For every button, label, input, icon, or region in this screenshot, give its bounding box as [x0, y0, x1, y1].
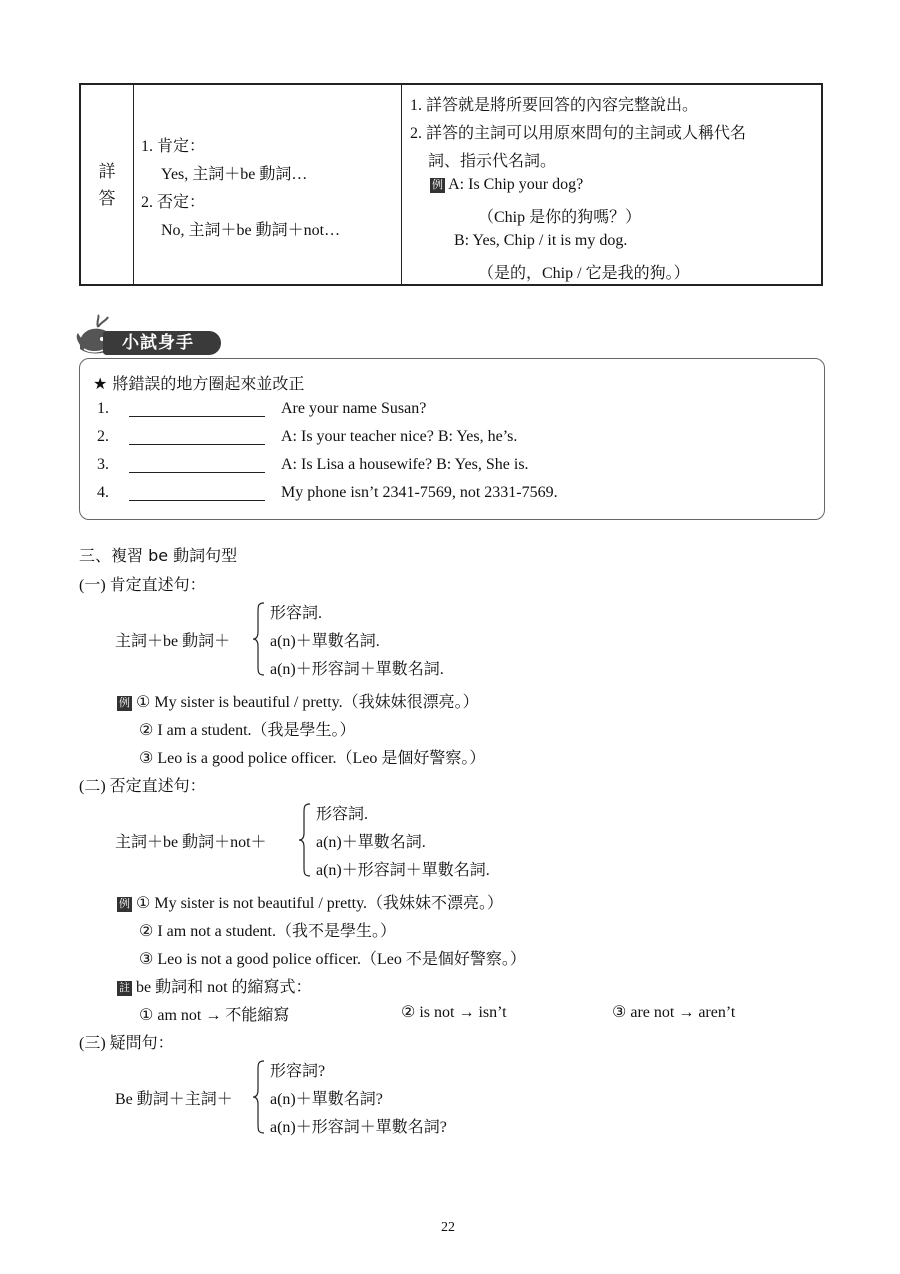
- example-line: [117, 890, 503, 913]
- option-line: 形容詞?: [270, 1063, 326, 1080]
- right-line-2: 2. 詳答的主詞可以用原來問句的主詞或人稱代名: [410, 125, 747, 142]
- example-text: ① My sister is not beautiful / pretty.（我妹妹不漂亮。）: [136, 895, 504, 912]
- practice-item: [97, 456, 529, 474]
- example-mark: 例: [119, 898, 130, 910]
- middle-line-4: No, 主詞＋be 動詞＋not…: [161, 222, 341, 239]
- right-line-7: （是的，Chip / 它是我的狗。）: [478, 265, 690, 282]
- item-text: A: Is Lisa a housewife? B: Yes, She is.: [281, 456, 529, 473]
- practice-item: [97, 484, 558, 502]
- option-line: 形容詞.: [316, 806, 369, 823]
- right-line-1: 1. 詳答就是將所要回答的內容完整說出。: [410, 97, 699, 114]
- left-brace-icon: [252, 1060, 266, 1134]
- middle-line-1: 1. 肯定：: [141, 138, 206, 155]
- answer-blank[interactable]: [129, 402, 265, 417]
- option-line: a(n)＋單數名詞.: [270, 633, 380, 650]
- practice-banner-label: 小試身手: [122, 333, 194, 353]
- item-number: 3.: [97, 456, 109, 473]
- contraction: ③ are not → aren’t: [612, 1004, 736, 1021]
- right-line-6: B: Yes, Chip / it is my dog.: [454, 232, 628, 249]
- subsection-heading: (一) 肯定直述句：: [79, 577, 206, 594]
- left-brace-icon: [298, 803, 312, 877]
- practice-item: [97, 428, 517, 446]
- answer-blank[interactable]: [129, 430, 265, 445]
- option-line: a(n)＋單數名詞?: [270, 1091, 383, 1108]
- formula: Be 動詞＋主詞＋: [115, 1091, 233, 1108]
- section-title: 三、複習 be 動詞句型: [79, 546, 238, 565]
- right-line-3: 詞、指示代名詞。: [428, 153, 557, 170]
- left-brace-icon: [252, 602, 266, 676]
- example-text: ① My sister is beautiful / pretty.（我妹妹很漂亮。）: [136, 694, 479, 711]
- formula: 主詞＋be 動詞＋: [115, 633, 231, 650]
- item-number: 2.: [97, 428, 109, 445]
- item-number: 4.: [97, 484, 109, 501]
- option-line: a(n)＋形容詞＋單數名詞.: [316, 862, 490, 879]
- practice-instruction: ★ 將錯誤的地方圈起來並改正: [93, 374, 305, 393]
- subsection-heading: (二) 否定直述句：: [79, 778, 206, 795]
- item-text: My phone isn’t 2341-7569, not 2331-7569.: [281, 484, 558, 501]
- note-text: be 動詞和 not 的縮寫式：: [136, 979, 312, 996]
- option-line: 形容詞.: [270, 605, 323, 622]
- table-divider: [401, 85, 402, 284]
- table-header-text: 詳答: [98, 162, 116, 209]
- right-line-4: A: Is Chip your dog?: [448, 176, 584, 193]
- table-divider: [133, 85, 134, 284]
- example-mark: 例: [119, 697, 130, 709]
- example-line: ③ Leo is not a good police officer.（Leo 不是個好警察。）: [139, 951, 526, 968]
- table-header: [91, 159, 123, 213]
- example-line: ② I am not a student.（我不是學生。）: [139, 923, 396, 940]
- option-line: a(n)＋形容詞＋單數名詞.: [270, 661, 444, 678]
- note-mark: 註: [119, 982, 130, 994]
- option-line: a(n)＋單數名詞.: [316, 834, 426, 851]
- practice-item: [97, 400, 426, 418]
- subsection-heading: (三) 疑問句：: [79, 1035, 174, 1052]
- option-line: a(n)＋形容詞＋單數名詞?: [270, 1119, 447, 1136]
- example-mark: 例: [432, 179, 443, 191]
- answer-blank[interactable]: [129, 458, 265, 473]
- formula: 主詞＋be 動詞＋not＋: [115, 834, 267, 851]
- contraction: ① am not → 不能縮寫: [139, 1007, 290, 1024]
- page-number: 22: [441, 1220, 455, 1235]
- example-line: ② I am a student.（我是學生。）: [139, 722, 356, 739]
- example-line: [117, 689, 479, 712]
- note-line: [117, 974, 312, 997]
- answer-table: [79, 83, 823, 286]
- item-number: 1.: [97, 400, 109, 417]
- middle-line-2: Yes, 主詞＋be 動詞…: [161, 166, 308, 183]
- right-line-5: （Chip 是你的狗嗎？）: [478, 209, 642, 226]
- contraction: ② is not → isn’t: [401, 1004, 507, 1021]
- example-line: ③ Leo is a good police officer.（Leo 是個好警察。）: [139, 750, 486, 767]
- answer-blank[interactable]: [129, 486, 265, 501]
- item-text: A: Is your teacher nice? B: Yes, he’s.: [281, 428, 518, 445]
- example-row-a: [430, 176, 583, 194]
- middle-line-3: 2. 否定：: [141, 194, 206, 211]
- item-text: Are your name Susan?: [281, 400, 427, 417]
